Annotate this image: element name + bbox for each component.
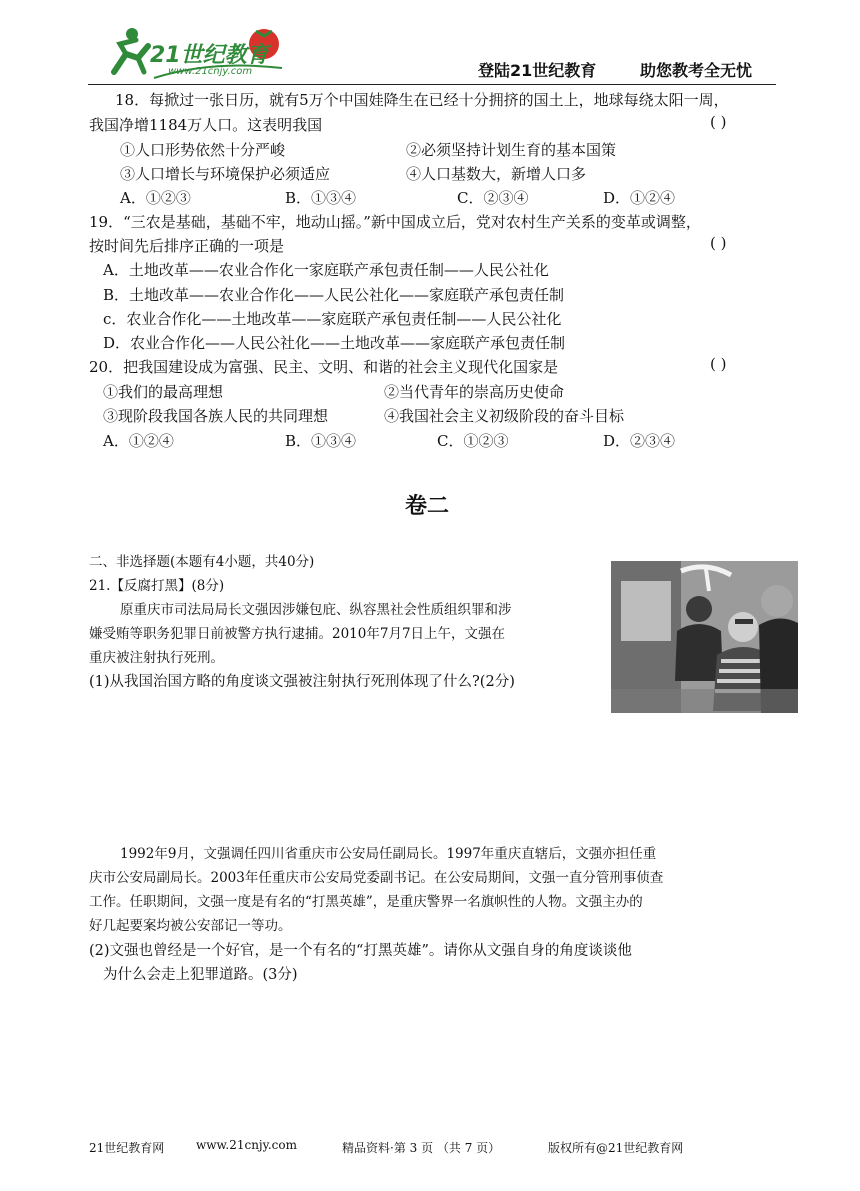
q20-choice-a: A．①②④ bbox=[103, 432, 174, 450]
q21-paragraph2-line2: 庆市公安局副局长。2003年任重庆市公安局党委副书记。在公安局期间，文强一直分管刑事侦查 bbox=[89, 870, 664, 886]
footer-page-info: 精品资料·第 3 页 （共 7 页） bbox=[342, 1141, 501, 1155]
q18-choice-a: A．①②③ bbox=[120, 189, 191, 207]
q20-answer-paren: ( ) bbox=[710, 355, 727, 373]
header-slogan-left: 登陆21世纪教育 bbox=[478, 61, 597, 80]
q21-paragraph1-line3: 重庆被注射执行死刑。 bbox=[89, 650, 224, 666]
logo-url: www.21cnjy.com bbox=[168, 66, 253, 77]
q21-paragraph1-line2: 嫌受贿等职务犯罪日前被警方执行逮捕。2010年7月7日上午，文强在 bbox=[89, 626, 506, 642]
q19-stem-line1: 19．“三农是基础，基础不牢，地动山摇。”新中国成立后，党对农村生产关系的变革或调整， bbox=[89, 213, 701, 231]
q21-paragraph2-line3: 工作。任职期间，文强一度是有名的“打黑英雄”，是重庆警界一名旗帜性的人物。文强主办的 bbox=[89, 894, 643, 910]
q21-subquestion-2-line2: 为什么会走上犯罪道路。(3分) bbox=[103, 967, 298, 983]
header-rule bbox=[88, 84, 776, 85]
q19-answer-paren: ( ) bbox=[710, 234, 727, 252]
q18-option-2: ②必须坚持计划生育的基本国策 bbox=[406, 141, 617, 159]
q18-choice-c: C．②③④ bbox=[457, 189, 529, 207]
footer-site-link[interactable]: www.21cnjy.com bbox=[196, 1138, 297, 1152]
footer-left: 21世纪教育网 bbox=[89, 1141, 165, 1155]
q21-subquestion-2-line1: (2)文强也曾经是一个好官，是一个有名的“打黑英雄”。请你从文强自身的角度谈谈他 bbox=[89, 943, 632, 959]
footer-copyright: 版权所有@21世纪教育网 bbox=[548, 1141, 684, 1155]
q20-option-1: ①我们的最高理想 bbox=[103, 383, 224, 401]
q20-choice-d: D．②③④ bbox=[603, 432, 676, 450]
q18-choice-d: D．①②④ bbox=[603, 189, 676, 207]
q20-choice-c: C．①②③ bbox=[437, 432, 509, 450]
q21-title: 21.【反腐打黑】(8分) bbox=[89, 578, 225, 594]
q21-paragraph1-line1: 原重庆市司法局局长文强因涉嫌包庇、纵容黑社会性质组织罪和涉 bbox=[120, 602, 512, 618]
q19-choice-c: c．农业合作化——土地改革——家庭联产承包责任制——人民公社化 bbox=[103, 310, 562, 328]
q20-choice-b: B．①③④ bbox=[285, 432, 357, 450]
q18-answer-paren: ( ) bbox=[710, 113, 727, 131]
q20-option-3: ③现阶段我国各族人民的共同理想 bbox=[103, 407, 329, 425]
q18-option-3: ③人口增长与环境保护必须适应 bbox=[120, 165, 331, 183]
q19-choice-b: B．土地改革——农业合作化——人民公社化——家庭联产承包责任制 bbox=[103, 286, 565, 304]
header-slogan-right: 助您教考全无忧 bbox=[640, 61, 753, 80]
q18-choice-b: B．①③④ bbox=[285, 189, 357, 207]
section-title: 卷二 bbox=[405, 494, 450, 519]
news-photo bbox=[611, 561, 798, 713]
q19-choice-d: D．农业合作化——人民公社化——土地改革——家庭联产承包责任制 bbox=[103, 334, 566, 352]
q20-stem-line1: 20．把我国建设成为富强、民主、文明、和谐的社会主义现代化国家是 bbox=[89, 358, 559, 376]
q20-option-2: ②当代青年的崇高历史使命 bbox=[384, 383, 565, 401]
q18-option-4: ④人口基数大，新增人口多 bbox=[406, 165, 587, 183]
logo-text: 21世纪教育 bbox=[150, 43, 269, 68]
q21-paragraph2-line4: 好几起要案均被公安部记一等功。 bbox=[89, 918, 292, 934]
q20-option-4: ④我国社会主义初级阶段的奋斗目标 bbox=[384, 407, 625, 425]
section-heading: 二、非选择题(本题有4小题，共40分) bbox=[89, 554, 315, 570]
q18-stem-line1: 18．每掀过一张日历，就有5万个中国娃降生在已经十分拥挤的国土上，地球每绕太阳一周， bbox=[115, 91, 729, 109]
q19-stem-line2: 按时间先后排序正确的一项是 bbox=[89, 237, 285, 255]
q18-option-1: ①人口形势依然十分严峻 bbox=[120, 141, 286, 159]
q21-subquestion-1: (1)从我国治国方略的角度谈文强被注射执行死刑体现了什么?(2分) bbox=[89, 674, 515, 690]
q19-choice-a: A．土地改革——农业合作化一家庭联产承包责任制——人民公社化 bbox=[103, 261, 549, 279]
q21-paragraph2-line1: 1992年9月，文强调任四川省重庆市公安局任副局长。1997年重庆直辖后，文强亦担任重 bbox=[120, 846, 657, 862]
q18-stem-line2: 我国净增1184万人口。这表明我国 bbox=[89, 116, 323, 134]
